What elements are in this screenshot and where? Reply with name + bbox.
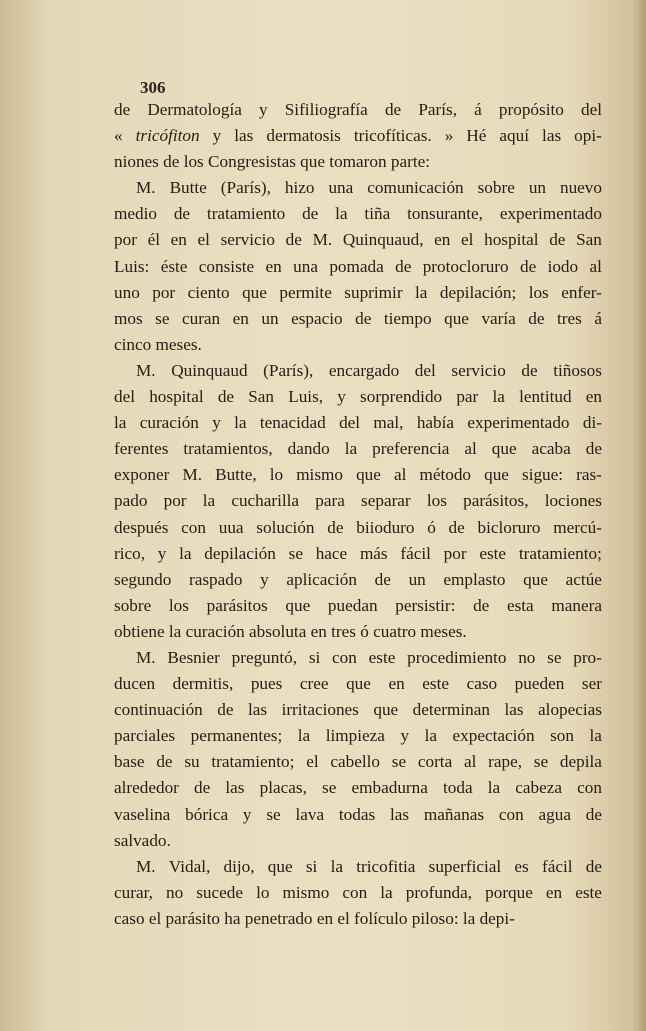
text-line: base de su tratamiento; el cabello se corta al rape, se depila <box>114 752 602 772</box>
text-line: obtiene la curación absoluta en tres ó cuatro meses. <box>114 621 467 641</box>
text-line: uno por ciento que permite suprimir la depilación; los enfer- <box>114 282 602 302</box>
text-line: del hospital de San Luis, y sorprendido par la lentitud en <box>114 387 602 407</box>
text-line: parciales permanentes; la limpieza y la expectación son la <box>114 726 602 746</box>
text-line: cinco meses. <box>114 334 202 354</box>
text-line: la curación y la tenacidad del mal, había experimentado di- <box>114 413 602 433</box>
text-line: salvado. <box>114 830 171 850</box>
paragraph-besnier <box>114 645 602 854</box>
text-line: alrededor de las placas, se embadurna toda la cabeza con <box>114 778 602 798</box>
text-line: ferentes tratamientos, dando la preferencia al que acaba de <box>114 439 602 459</box>
body-text <box>114 97 602 932</box>
text-line: por él en el servicio de M. Quinquaud, en el hospital de San <box>114 230 602 250</box>
text-line: después con uua solución de biioduro ó de bicloruro mercú- <box>114 517 602 537</box>
text-line: « tricófiton y las dermatosis tricofíticas. » Hé aquí las opi- <box>114 126 602 146</box>
text-line: vaselina bórica y se lava todas las mañanas con agua de <box>114 804 602 824</box>
text-line: exponer M. Butte, lo mismo que al método que sigue: ras- <box>114 465 602 485</box>
text-line: continuación de las irritaciones que determinan las alopecias <box>114 700 602 720</box>
text-line: ducen dermitis, pues cree que en este caso pueden ser <box>114 674 602 694</box>
text-line: segundo raspado y aplicación de un emplasto que actúe <box>114 569 602 589</box>
text-line: curar, no sucede lo mismo con la profunda, porque en este <box>114 882 602 902</box>
paragraph-butte <box>114 175 602 358</box>
text-line: Luis: éste consiste en una pomada de protocloruro de iodo al <box>114 256 602 276</box>
paragraph-vidal <box>114 854 602 932</box>
text-line: sobre los parásitos que puedan persistir: de esta manera <box>114 595 602 615</box>
text-line: pado por la cucharilla para separar los parásitos, lociones <box>114 491 602 511</box>
text-line: de Dermatología y Sifiliografía de París, á propósito del <box>114 100 602 119</box>
text-line: rico, y la depilación se hace más fácil por este tratamiento; <box>114 543 602 563</box>
text-line: caso el parásito ha penetrado en el folículo piloso: la depi- <box>114 908 515 928</box>
text-line: M. Besnier preguntó, si con este procedimiento no se pro- <box>136 647 602 667</box>
page-edge-shadow <box>632 0 646 1031</box>
text-line: medio de tratamiento de la tiña tonsurante, experimentado <box>114 204 602 224</box>
text-line: niones de los Congresistas que tomaron parte: <box>114 152 430 172</box>
text-line: M. Butte (París), hizo una comunicación sobre un nuevo <box>136 178 602 198</box>
paragraph-quinquaud <box>114 358 602 645</box>
paragraph-congress-intro <box>114 97 602 175</box>
text-line: mos se curan en un espacio de tiempo que varía de tres á <box>114 308 602 328</box>
page-number: 306 <box>140 78 166 97</box>
text-line: M. Quinquaud (París), encargado del servicio de tiñosos <box>136 360 602 380</box>
text-line: M. Vidal, dijo, que si la tricofitia superficial es fácil de <box>136 856 602 876</box>
